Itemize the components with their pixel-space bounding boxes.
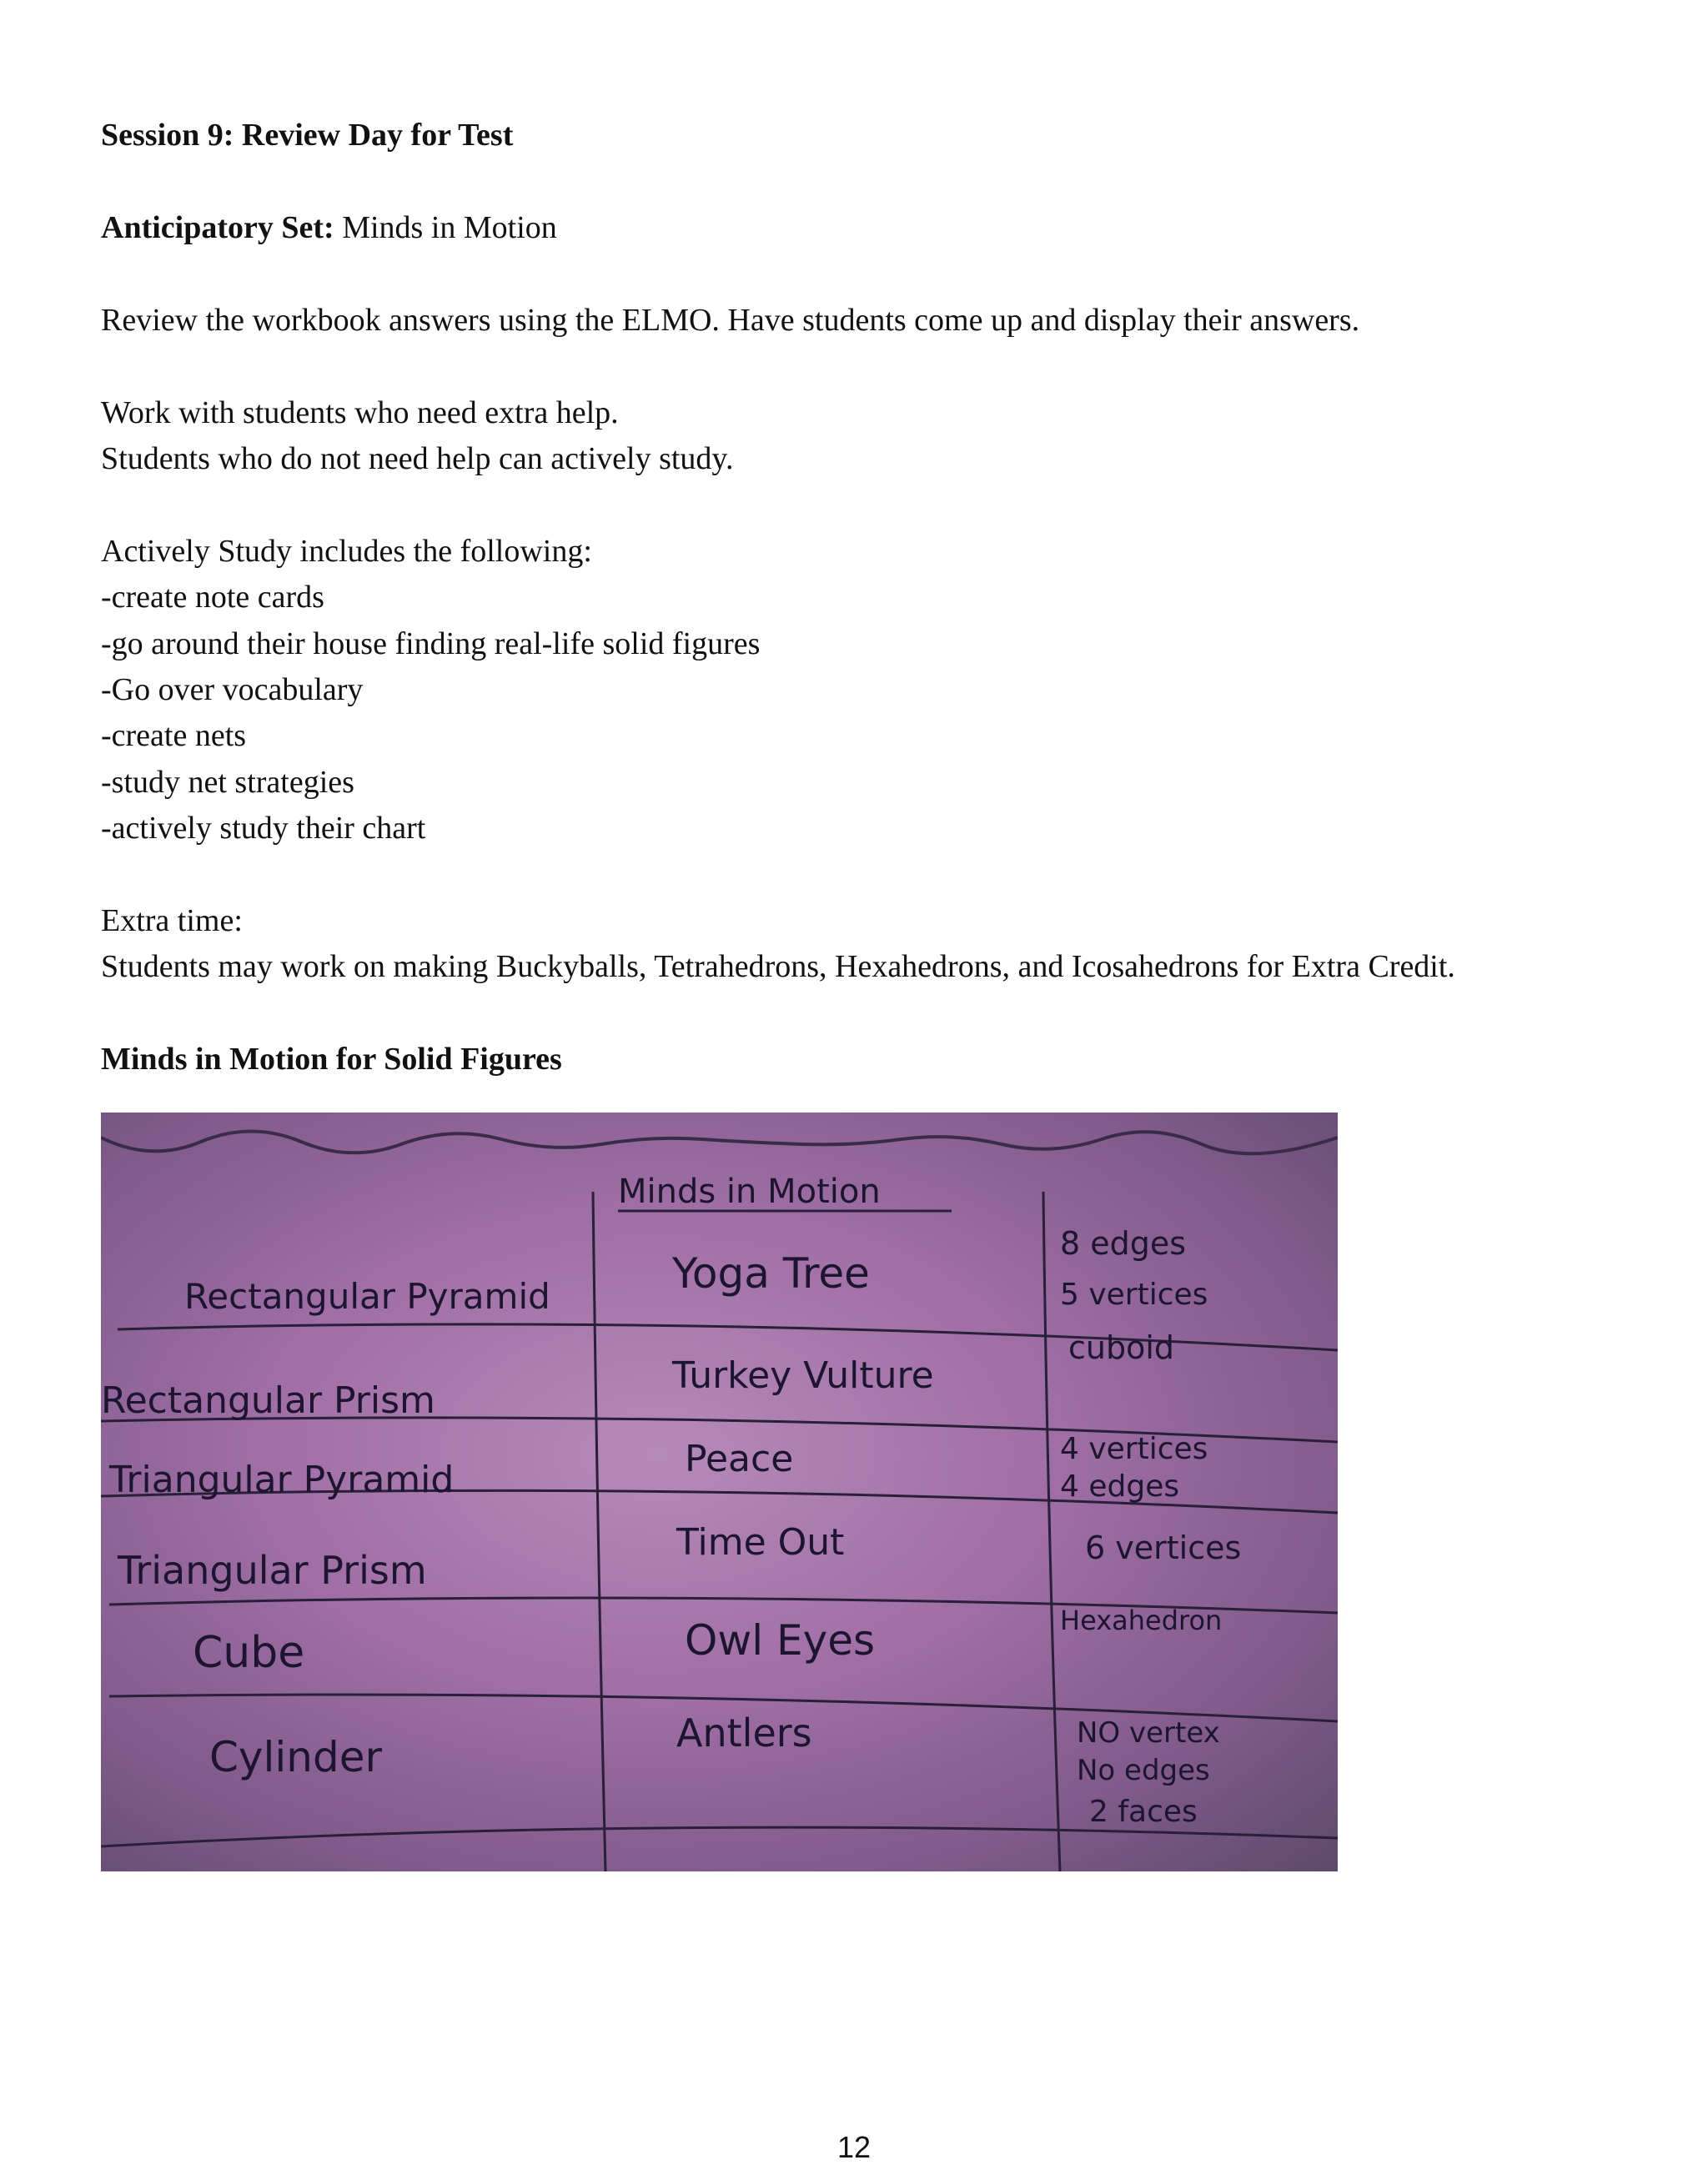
figure-name: Rectangular Pyramid [184,1276,550,1317]
motion-name: Peace [685,1438,794,1480]
study-item: -actively study their chart [101,811,426,846]
anticipatory-set [101,208,557,248]
figure-note: 8 edges [1060,1225,1187,1262]
figure-note: cuboid [1068,1329,1175,1366]
figure-name: Cube [193,1628,305,1678]
extra-time-text: Students may work on making Buckyballs, Tetrahedrons, Hexahedrons, and Icosahedrons for Extra Credit. [101,949,1455,984]
session-title: Session 9: Review Day for Test [101,118,514,153]
figure-name: Cylinder [209,1733,383,1781]
study-item: -create nets [101,718,247,753]
minds-in-motion-photo [101,1113,1338,1871]
figure-note: 6 vertices [1085,1530,1242,1566]
anticipatory-value: Minds in Motion [334,210,557,245]
study-intro: Actively Study includes the following: [101,534,592,569]
study-item: -create note cards [101,580,324,615]
figure-note: 4 vertices [1060,1432,1208,1466]
figure-name: Rectangular Prism [101,1379,435,1422]
figure-note: 2 faces [1089,1795,1198,1829]
figure-name: Triangular Prism [118,1548,427,1593]
motion-name: Yoga Tree [672,1249,870,1298]
review-text: Review the workbook answers using the ELMO. Have students come up and display their answers. [101,303,1360,338]
figure-note: 4 edges [1060,1469,1180,1504]
figure-note: Hexahedron [1060,1605,1223,1636]
handwritten-chart [101,1113,1338,1871]
figure-heading: Minds in Motion for Solid Figures [101,1042,562,1077]
figure-note: No edges [1077,1754,1210,1787]
page-number: 12 [836,2130,872,2164]
figure-note: 5 vertices [1060,1278,1208,1312]
help-line-2: Students who do not need help can actively study. [101,441,734,476]
motion-name: Antlers [676,1710,812,1756]
figure-note: NO vertex [1077,1716,1220,1750]
anticipatory-label: Anticipatory Set: [101,210,334,245]
figure-name: Triangular Pyramid [109,1459,455,1501]
motion-name: Time Out [676,1521,845,1564]
study-item: -Go over vocabulary [101,672,364,707]
extra-time-label: Extra time: [101,903,243,938]
chart-header: Minds in Motion [618,1173,881,1211]
motion-name: Owl Eyes [685,1616,876,1665]
study-item: -study net strategies [101,765,354,800]
help-line-1: Work with students who need extra help. [101,395,619,430]
study-item: -go around their house finding real-life solid figures [101,626,761,661]
motion-name: Turkey Vulture [672,1354,934,1397]
